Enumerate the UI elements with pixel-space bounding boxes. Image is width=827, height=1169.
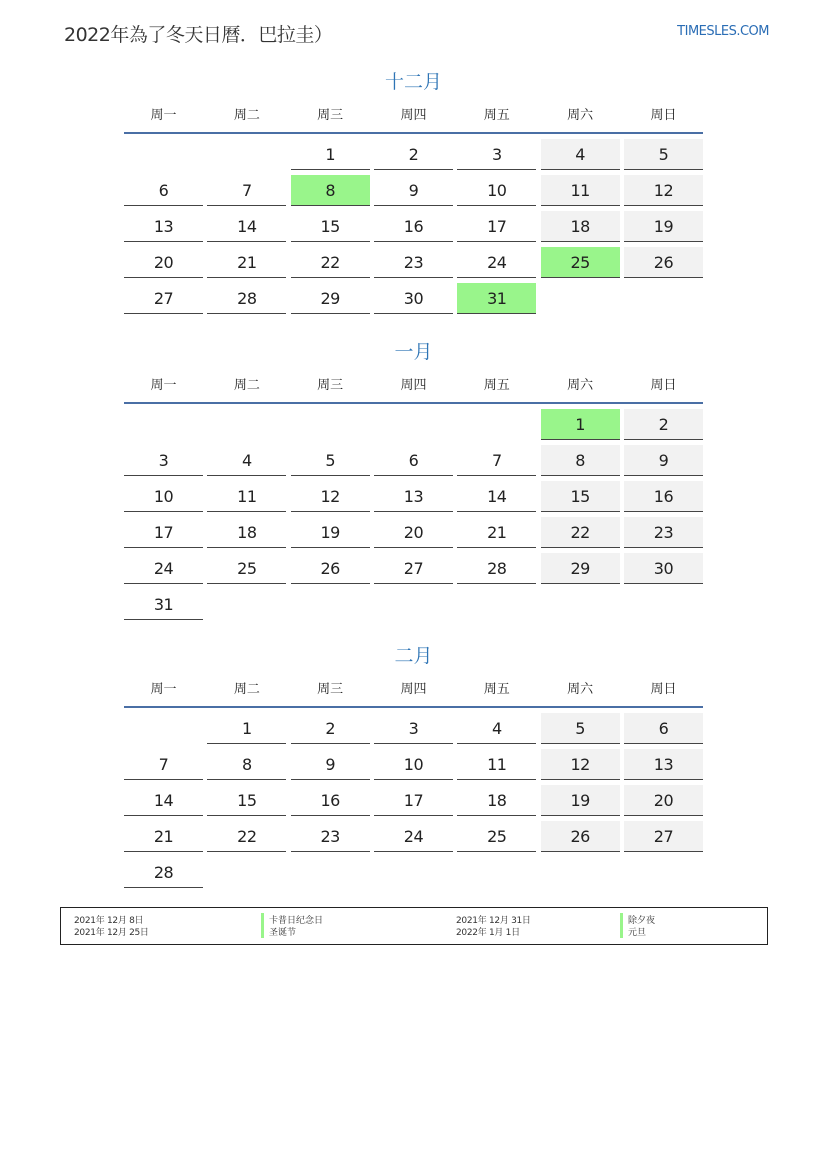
weekend-day-cell: 19 <box>541 785 620 816</box>
legend-date: 2021年 12月 31日 <box>456 916 531 926</box>
month-title: 一月 <box>394 341 433 363</box>
day-cell: 13 <box>374 481 453 512</box>
day-cell: 21 <box>207 247 286 278</box>
weekend-day-cell: 12 <box>624 175 703 206</box>
legend-holiday-name: 卡普日纪念日 <box>261 913 323 926</box>
empty-day-cell <box>124 409 203 440</box>
weekend-day-cell: 5 <box>624 139 703 170</box>
day-cell: 25 <box>207 553 286 584</box>
month-title: 二月 <box>394 645 433 667</box>
empty-day-cell <box>624 589 703 620</box>
day-cell: 27 <box>124 283 203 314</box>
empty-day-cell <box>207 589 286 620</box>
weekday-header <box>124 678 703 702</box>
day-cell: 2 <box>291 713 370 744</box>
weekday-label: 周三 <box>317 108 344 123</box>
day-cell: 21 <box>124 821 203 852</box>
day-cell: 9 <box>374 175 453 206</box>
weekday-label: 周五 <box>483 108 510 123</box>
empty-day-cell <box>207 857 286 888</box>
day-cell: 19 <box>291 517 370 548</box>
day-cell: 7 <box>457 445 536 476</box>
weekday-label: 周三 <box>317 682 344 697</box>
day-cell: 28 <box>457 553 536 584</box>
weekend-day-cell: 16 <box>624 481 703 512</box>
day-cell: 24 <box>374 821 453 852</box>
weekend-day-cell: 23 <box>624 517 703 548</box>
weekday-label: 周日 <box>650 108 677 123</box>
weekday-label: 周一 <box>150 682 177 697</box>
holiday-legend <box>60 907 768 945</box>
day-cell: 16 <box>291 785 370 816</box>
weekend-day-cell: 8 <box>541 445 620 476</box>
header-rule <box>124 706 703 708</box>
legend-date: 2022年 1月 1日 <box>456 928 520 938</box>
day-cell: 17 <box>374 785 453 816</box>
day-cell: 18 <box>207 517 286 548</box>
weekday-label: 周四 <box>400 378 427 393</box>
weekend-day-cell: 4 <box>541 139 620 170</box>
weekend-day-cell: 29 <box>541 553 620 584</box>
day-cell: 23 <box>374 247 453 278</box>
empty-day-cell <box>291 409 370 440</box>
day-cell: 22 <box>291 247 370 278</box>
weekend-day-cell: 5 <box>541 713 620 744</box>
day-cell: 10 <box>374 749 453 780</box>
day-cell: 14 <box>124 785 203 816</box>
weekend-day-cell: 6 <box>624 713 703 744</box>
day-cell: 5 <box>291 445 370 476</box>
weekday-label: 周六 <box>567 108 594 123</box>
day-cell: 23 <box>291 821 370 852</box>
month-calendar <box>124 642 703 888</box>
day-cell: 24 <box>457 247 536 278</box>
weekday-header <box>124 104 703 128</box>
weekend-day-cell: 18 <box>541 211 620 242</box>
weekend-day-cell: 27 <box>624 821 703 852</box>
weekend-day-cell: 19 <box>624 211 703 242</box>
day-cell: 4 <box>207 445 286 476</box>
empty-day-cell <box>291 589 370 620</box>
empty-day-cell <box>374 409 453 440</box>
weekend-day-cell: 13 <box>624 749 703 780</box>
weekday-label: 周四 <box>400 108 427 123</box>
weekday-label: 周三 <box>317 378 344 393</box>
day-cell: 13 <box>124 211 203 242</box>
day-cell: 1 <box>291 139 370 170</box>
empty-day-cell <box>457 409 536 440</box>
day-cell: 6 <box>124 175 203 206</box>
day-cell: 8 <box>207 749 286 780</box>
page-title: 2022年為了冬天日曆．巴拉圭） <box>64 24 333 46</box>
weekend-day-cell: 12 <box>541 749 620 780</box>
weekend-day-cell: 22 <box>541 517 620 548</box>
day-cell: 26 <box>291 553 370 584</box>
day-cell: 10 <box>124 481 203 512</box>
weekday-label: 周二 <box>233 108 260 123</box>
legend-holiday-name: 元旦 <box>620 925 646 938</box>
weekend-day-cell: 2 <box>624 409 703 440</box>
day-cell: 14 <box>457 481 536 512</box>
weekend-day-cell: 11 <box>541 175 620 206</box>
empty-day-cell <box>124 139 203 170</box>
day-cell: 12 <box>291 481 370 512</box>
legend-holiday-name: 除夕夜 <box>620 913 655 926</box>
weekend-day-cell: 26 <box>624 247 703 278</box>
day-cell: 11 <box>457 749 536 780</box>
day-grid <box>124 409 703 620</box>
legend-date: 2021年 12月 25日 <box>74 928 149 938</box>
weekday-label: 周五 <box>483 378 510 393</box>
weekday-label: 周六 <box>567 378 594 393</box>
empty-day-cell <box>457 589 536 620</box>
day-cell: 16 <box>374 211 453 242</box>
weekend-day-cell: 15 <box>541 481 620 512</box>
header-rule <box>124 402 703 404</box>
day-cell: 27 <box>374 553 453 584</box>
day-cell: 25 <box>457 821 536 852</box>
day-cell: 14 <box>207 211 286 242</box>
weekend-day-cell: 26 <box>541 821 620 852</box>
weekday-header <box>124 374 703 398</box>
day-cell: 24 <box>124 553 203 584</box>
holiday-day-cell: 31 <box>457 283 536 314</box>
day-cell: 31 <box>124 589 203 620</box>
holiday-day-cell: 8 <box>291 175 370 206</box>
day-cell: 30 <box>374 283 453 314</box>
day-cell: 17 <box>457 211 536 242</box>
day-cell: 20 <box>374 517 453 548</box>
legend-holiday-name: 圣诞节 <box>261 925 296 938</box>
day-cell: 2 <box>374 139 453 170</box>
day-cell: 7 <box>207 175 286 206</box>
month-calendar <box>124 68 703 314</box>
weekday-label: 周二 <box>233 682 260 697</box>
day-cell: 15 <box>207 785 286 816</box>
empty-day-cell <box>541 589 620 620</box>
day-cell: 3 <box>374 713 453 744</box>
empty-day-cell <box>541 283 620 314</box>
empty-day-cell <box>541 857 620 888</box>
holiday-day-cell: 25 <box>541 247 620 278</box>
day-cell: 22 <box>207 821 286 852</box>
weekday-label: 周日 <box>650 682 677 697</box>
site-link[interactable]: TIMESLES.COM <box>677 24 769 39</box>
legend-date: 2021年 12月 8日 <box>74 916 144 926</box>
day-cell: 3 <box>124 445 203 476</box>
weekday-label: 周二 <box>233 378 260 393</box>
day-cell: 9 <box>291 749 370 780</box>
weekday-label: 周六 <box>567 682 594 697</box>
holiday-day-cell: 1 <box>541 409 620 440</box>
day-grid <box>124 139 703 314</box>
weekend-day-cell: 30 <box>624 553 703 584</box>
day-cell: 7 <box>124 749 203 780</box>
weekday-label: 周一 <box>150 108 177 123</box>
empty-day-cell <box>624 857 703 888</box>
day-cell: 11 <box>207 481 286 512</box>
empty-day-cell <box>374 857 453 888</box>
day-cell: 28 <box>207 283 286 314</box>
empty-day-cell <box>124 713 203 744</box>
weekend-day-cell: 9 <box>624 445 703 476</box>
empty-day-cell <box>374 589 453 620</box>
empty-day-cell <box>207 409 286 440</box>
day-cell: 18 <box>457 785 536 816</box>
empty-day-cell <box>207 139 286 170</box>
day-cell: 6 <box>374 445 453 476</box>
day-cell: 4 <box>457 713 536 744</box>
month-title: 十二月 <box>384 71 442 93</box>
weekday-label: 周五 <box>483 682 510 697</box>
day-cell: 1 <box>207 713 286 744</box>
empty-day-cell <box>457 857 536 888</box>
day-cell: 29 <box>291 283 370 314</box>
day-cell: 3 <box>457 139 536 170</box>
day-cell: 17 <box>124 517 203 548</box>
month-calendar <box>124 338 703 620</box>
weekday-label: 周四 <box>400 682 427 697</box>
day-cell: 21 <box>457 517 536 548</box>
weekend-day-cell: 20 <box>624 785 703 816</box>
weekday-label: 周一 <box>150 378 177 393</box>
empty-day-cell <box>291 857 370 888</box>
empty-day-cell <box>624 283 703 314</box>
day-cell: 10 <box>457 175 536 206</box>
weekday-label: 周日 <box>650 378 677 393</box>
header-rule <box>124 132 703 134</box>
day-grid <box>124 713 703 888</box>
day-cell: 28 <box>124 857 203 888</box>
day-cell: 15 <box>291 211 370 242</box>
day-cell: 20 <box>124 247 203 278</box>
